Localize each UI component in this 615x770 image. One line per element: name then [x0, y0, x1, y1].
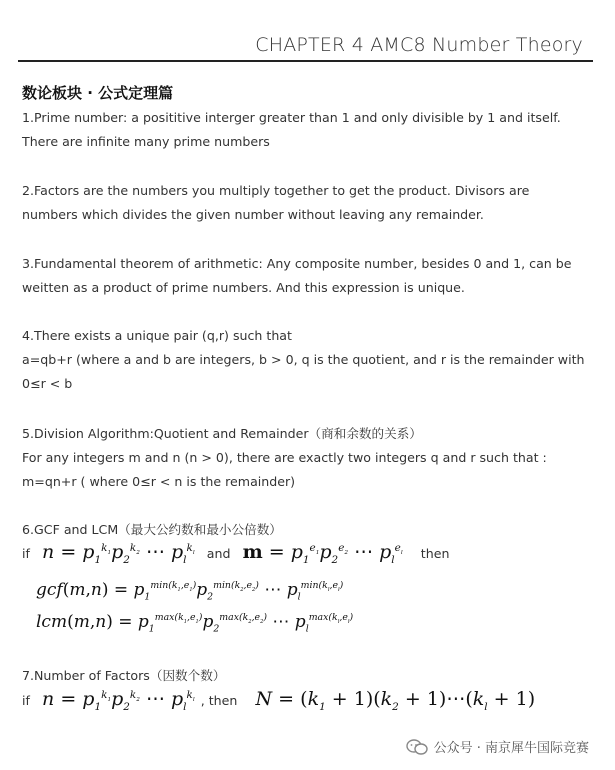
item-2-line-1: 2.Factors are the numbers you multiply together to get the product. Divisors are: [22, 183, 530, 198]
if-label: if: [22, 693, 30, 708]
then-label: , then: [200, 693, 238, 708]
header-divider: [18, 60, 593, 62]
item-7-heading: 7.Number of Factors（因数个数）: [22, 668, 226, 683]
item-4-line-2: a=qb+r (where a and b are integers, b > 0, q is the quotient, and r is the remainder with: [22, 352, 585, 367]
gcf-formula: $gcf(m,n) = p_1^{min(k_1,e_1)}p_2^{min(k_2,e_2)}$ ⋯ $p_l^{min(k_l,e_l)}$: [36, 580, 344, 603]
item-3-line-1: 3.Fundamental theorem of arithmetic: Any composite number, besides 0 and 1, can be: [22, 256, 572, 271]
item-5-line-2: For any integers m and n (n > 0), there are exactly two integers q and r such that :: [22, 450, 547, 465]
watermark: [406, 737, 589, 756]
item-6-definition-formula: if $n = p_1^{k_1}p_2^{k_2}$ ⋯ $p_l^{k_l}$ and $m = p_1^{e_1}p_2^{e_2}$ ⋯ $p_l^{e_l}$ then: [22, 541, 450, 566]
item-5-line-3: m=qn+r ( where 0≤r < n is the remainder): [22, 474, 296, 489]
watermark-text: 公众号 · 南京犀牛国际竞赛: [433, 741, 589, 756]
if-label: if: [22, 546, 30, 561]
gcf-label: gcf: [36, 580, 63, 600]
chapter-title: CHAPTER 4 AMC8 Number Theory: [255, 34, 583, 56]
item-5-line-1: 5.Division Algorithm:Quotient and Remainder（商和余数的关系）: [22, 426, 422, 441]
item-1-line-1: 1.Prime number: a posititive interger greater than 1 and only divisible by 1 and itself.: [22, 110, 561, 125]
section-title: 数论板块 · 公式定理篇: [22, 84, 174, 102]
item-4-line-1: 4.There exists a unique pair (q,r) such that: [22, 328, 292, 343]
item-7-formula: if $n = p_1^{k_1}p_2^{k_2}$ ⋯ $p_l^{k_l}$ , then $N = (k_1 + 1)(k_2$ + $1)\cdots(k_l + 1)$: [22, 688, 536, 713]
item-4-line-3: 0≤r < b: [22, 376, 73, 391]
item-3-line-2: weitten as a product of prime numbers. And this expression is unique.: [22, 280, 465, 295]
wechat-icon: [406, 739, 428, 755]
item-2-line-2: numbers which divides the given number without leaving any remainder.: [22, 207, 484, 222]
lcm-formula: $lcm(m,n) = p_1^{max(k_1,e_1)}p_2^{max(k_2,e_2)}$ ⋯ $p_l^{max(k_l,e_l)}$: [36, 612, 354, 635]
item-6-heading: 6.GCF and LCM（最大公约数和最小公倍数）: [22, 522, 282, 537]
and-label: and: [206, 546, 231, 561]
then-label: then: [420, 546, 450, 561]
item-1-line-2: There are infinite many prime numbers: [22, 134, 270, 149]
lcm-label: lcm: [36, 612, 68, 632]
